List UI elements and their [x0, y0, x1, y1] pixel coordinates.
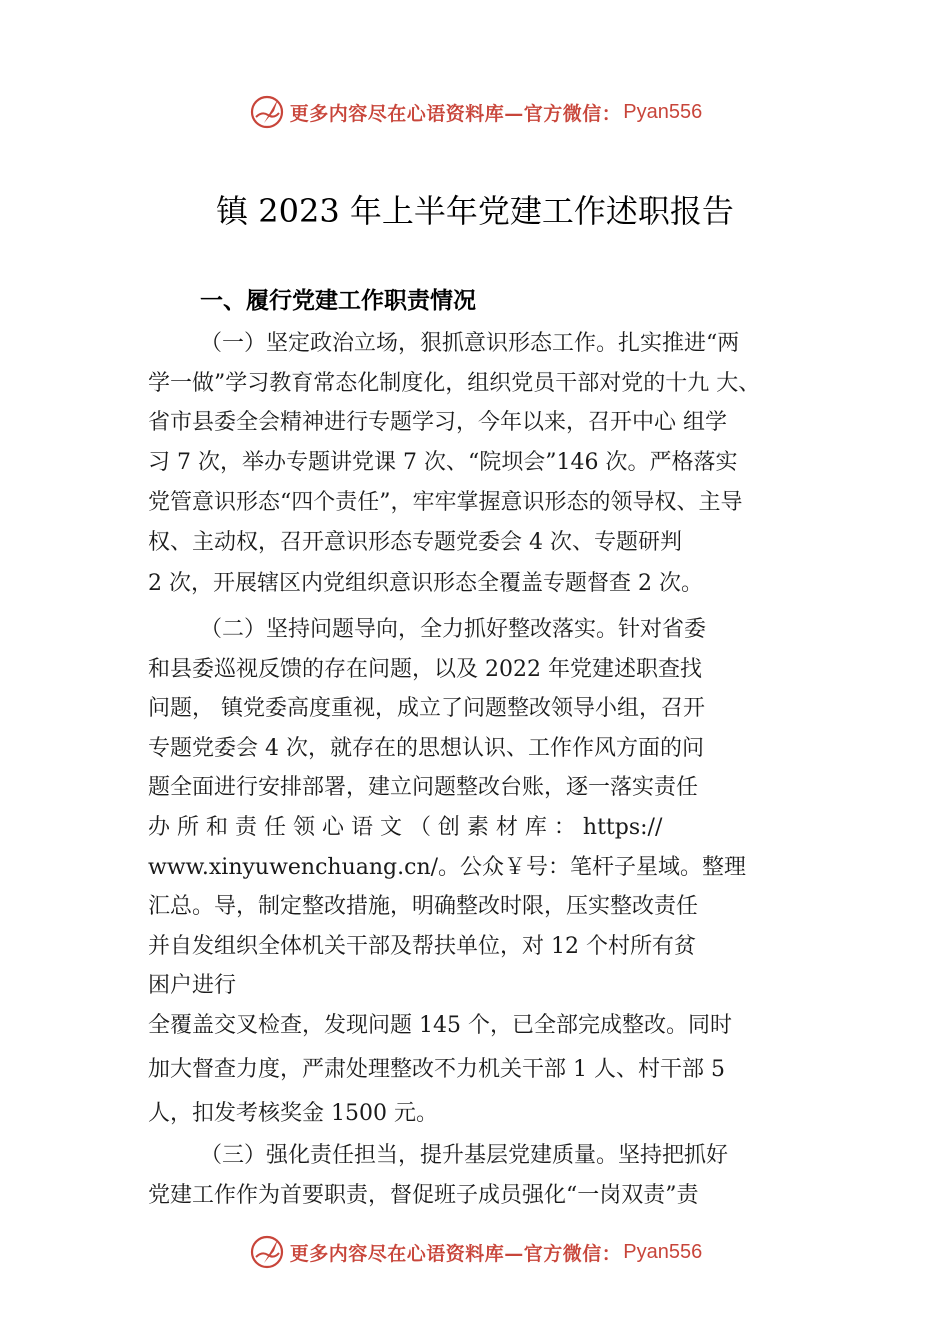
paragraph-line: 2 次，开展辖区内党组织意识形态全覆盖专题督查 2 次。	[148, 571, 703, 596]
paragraph-line: 并自发组织全体机关干部及帮扶单位，对 12 个村所有贫	[148, 934, 696, 959]
paragraph-line: 问题， 镇党委高度重视，成立了问题整改领导小组，召开	[148, 696, 705, 721]
banner-wechat-id: Pyan556	[623, 1240, 703, 1263]
paragraph-line: 人，扣发考核奖金 1500 元。	[148, 1101, 438, 1126]
paragraph-line: 专题党委会 4 次，就存在的思想认识、工作作风方面的问	[148, 736, 704, 761]
header-banner	[0, 92, 950, 132]
quill-logo-icon	[248, 1233, 286, 1271]
banner-text: 更多内容尽在心语资料库—官方微信：	[289, 102, 622, 125]
paragraph-line: 权、主动权，召开意识形态专题党委会 4 次、专题研判	[148, 530, 682, 555]
paragraph-line: 党管意识形态“四个责任”，牢牢掌握意识形态的领导权、主导	[148, 490, 743, 515]
paragraph-line: 题全面进行安排部署，建立问题整改台账，逐一落实责任	[148, 775, 699, 800]
paragraph-line: （一）坚定政治立场，狠抓意识形态工作。扎实推进“两	[200, 331, 740, 356]
paragraph-line: 和县委巡视反馈的存在问题，以及 2022 年党建述职查找	[148, 657, 702, 682]
paragraph-line: 全覆盖交叉检查，发现问题 145 个，已全部完成整改。同时	[148, 1013, 732, 1038]
paragraph-line: 困户进行	[148, 973, 237, 998]
page-title: 镇 2023 年上半年党建工作述职报告	[216, 192, 734, 230]
paragraph-line: 省市县委全会精神进行专题学习，今年以来，召开中心 组学	[148, 410, 727, 435]
paragraph-line: 学一做”学习教育常态化制度化，组织党员干部对党的十九 大、	[148, 371, 761, 396]
paragraph-line: 习 7 次，举办专题讲党课 7 次、“院坝会”146 次。严格落实	[148, 450, 738, 475]
paragraph-line: 加大督查力度，严肃处理整改不力机关干部 1 人、村干部 5	[148, 1057, 725, 1082]
banner-text: 更多内容尽在心语资料库—官方微信：	[289, 1242, 622, 1265]
paragraph-line: 党建工作作为首要职责，督促班子成员强化“一岗双责”责	[148, 1183, 699, 1208]
paragraph-line: （三）强化责任担当，提升基层党建质量。坚持把抓好	[200, 1143, 729, 1168]
section-heading: 一、履行党建工作职责情况	[200, 288, 476, 314]
banner-wechat-id: Pyan556	[623, 100, 703, 123]
quill-logo-icon	[248, 93, 286, 131]
paragraph-line: 办 所 和 责 任 领 心 语 文 （ 创 素 材 库 ： https://	[148, 815, 663, 840]
footer-banner	[0, 1232, 950, 1272]
paragraph-line: （二）坚持问题导向，全力抓好整改落实。针对省委	[200, 617, 707, 642]
paragraph-line: www.xinyuwenchuang.cn/。公众￥号：笔杆子星域。整理	[148, 855, 747, 880]
paragraph-line: 汇总。导，制定整改措施，明确整改时限，压实整改责任	[148, 894, 699, 919]
